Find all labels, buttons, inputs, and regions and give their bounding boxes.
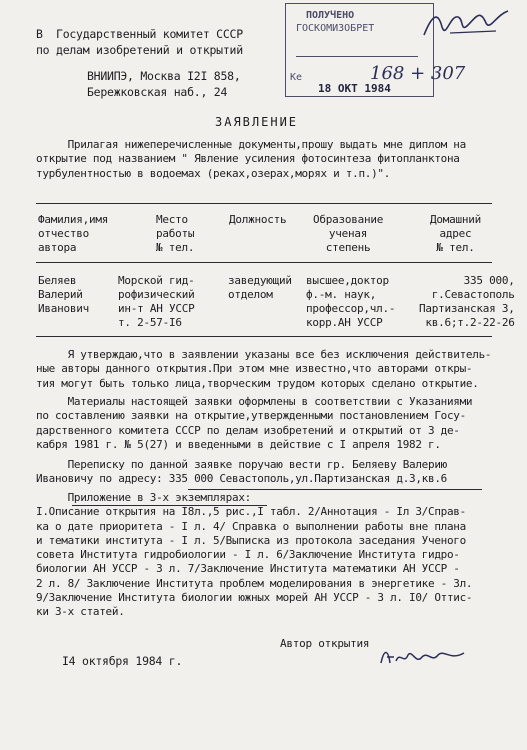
table-mid-rule xyxy=(36,262,492,263)
table-row-address: 335 000, г.Севастополь Партизанская 3, кв.6;т.2-22-26 xyxy=(419,274,515,329)
table-header-col-1: Фамилия,имя отчество автора xyxy=(38,213,109,254)
table-header-col-5: Домашний адрес № тел. xyxy=(430,213,481,254)
addressee-line-4: Бережковская наб., 24 xyxy=(87,85,228,99)
table-header-col-2: Место работы № тел. xyxy=(156,213,195,254)
top-handwritten-mark xyxy=(420,5,512,45)
document-title: ЗАЯВЛЕНИЕ xyxy=(215,115,299,129)
stamp-line-3: Ке xyxy=(290,72,303,83)
author-signature xyxy=(378,645,468,669)
table-row-education: высшее,доктор ф.-м. наук, профессор,чл.- корр.АН УССР xyxy=(306,274,396,329)
declaration-paragraph: Я утверждаю,что в заявлении указаны все без исключения действитель- ные авторы данного открытия.При этом мне известно,что авторами откры- тия могут быть только лица,творческим трудом которых сделано открытие. xyxy=(36,348,492,390)
appendix-underline xyxy=(72,505,267,506)
stamp-date: 18 ОКТ 1984 xyxy=(318,82,391,95)
stamp-inner-box xyxy=(296,34,418,57)
addressee-line-2: по делам изобретений и открытий xyxy=(36,43,243,57)
table-header-col-3: Должность xyxy=(229,213,287,226)
materials-paragraph: Материалы настоящей заявки оформлены в соответствии с Указаниями по составлению заявки на открытие,утвержденными постановлением Госу- дарственного комитета СССР по делам изобретений и открытий от 3 де- кабря 1981 г. № 5(27) и введенными в действие с I апреля 1982 г. xyxy=(36,395,473,451)
stamp-handwritten-number: 168 + 307 xyxy=(370,63,466,84)
address-underline xyxy=(188,489,482,490)
stamp-line-2: ГОСКОМИЗОБРЕТ xyxy=(296,23,375,34)
table-top-rule xyxy=(36,203,492,204)
table-header-col-4: Образование ученая степень xyxy=(313,213,384,254)
addressee-line-3: ВНИИПЭ, Москва I2I 858, xyxy=(87,69,241,83)
table-bottom-rule xyxy=(36,336,492,337)
author-label: Автор открытия xyxy=(280,637,370,650)
document-date: I4 октября 1984 г. xyxy=(62,654,183,668)
addressee-line-1: В Государственный комитет СССР xyxy=(36,27,243,41)
table-row-workplace: Морской гид- рофизический ин-т АН УССР т. 2-57-I6 xyxy=(118,274,195,329)
table-row-position: заведующий отделом xyxy=(228,274,292,301)
correspondence-paragraph: Переписку по данной заявке поручаю вести гр. Беляеву Валерию Ивановичу по адресу: 335 000 Севастополь,ул.Партизанская д.3,кв.6 xyxy=(36,458,447,486)
intro-paragraph: Прилагая нижеперечисленные документы,прошу выдать мне диплом на открытие под названием " Явление усиления фотосинтеза фитопланктона турбулентностью в водоемах (реках,озерах,морях и т.п.)". xyxy=(36,138,466,180)
appendix-paragraph: Приложение в 3-х экземплярах: I.Описание открытия на I8л.,5 рис.,I табл. 2/Аннотация - Iл 3/Справ- ка о дате приоритета - I л. 4/ Справка о выполнении работы вне плана и тематики института - I л. 5/Выписка из протокола заседания Ученого совета Института гидробиологии - I л. 6/Заключение Института гидро- биологии АН УССР - 3 л. 7/Заключение Института математики АН УССР - 2 л. 8/ Заключение Института проблем моделирования в энергетике - 3л. 9/Заключение Института биологии южных морей АН УССР - 3 л. I0/ Оттис- ки 3-х статей. xyxy=(36,491,473,619)
stamp-line-1: ПОЛУЧЕНО xyxy=(306,10,355,21)
table-row-author: Беляев Валерий Иванович xyxy=(38,274,89,315)
